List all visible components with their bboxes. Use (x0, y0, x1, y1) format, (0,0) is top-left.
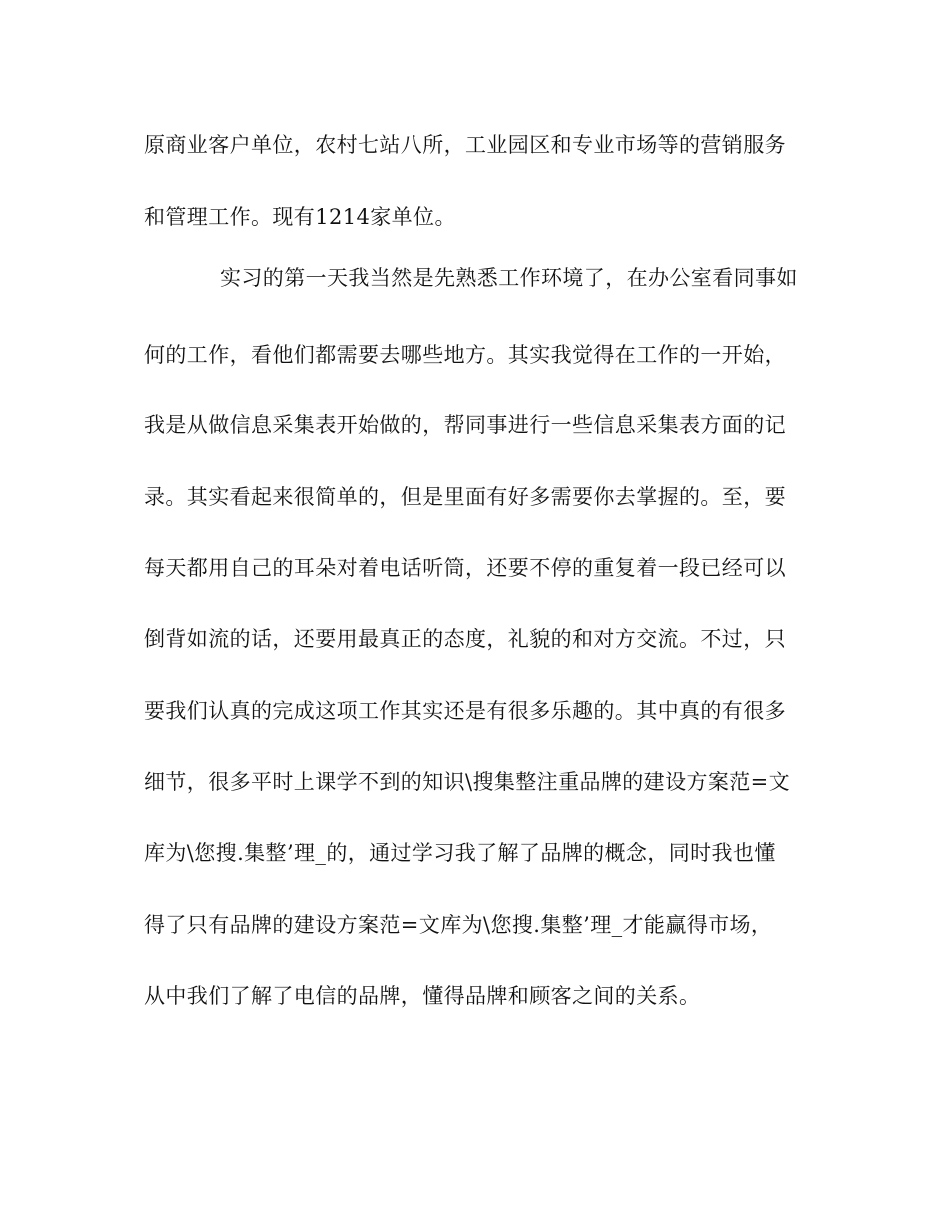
text-line: 倒背如流的话，还要用最真正的态度，礼貌的和对方交流。不过，只 (144, 627, 786, 651)
text-line: 录。其实看起来很简单的，但是里面有好多需要你去掌握的。至，要 (144, 485, 786, 509)
text-line: 从中我们了解了电信的品牌，懂得品牌和顾客之间的关系。 (144, 984, 701, 1008)
text-line: 我是从做信息采集表开始做的，帮同事进行一些信息采集表方面的记 (144, 413, 786, 437)
paragraph-first-line: 实习的第一天我当然是先熟悉工作环境了，在办公室看同事如 (220, 266, 798, 290)
text-line: 得了只有品牌的建设方案范=文库为\您搜.集整’理_才能赢得市场， (144, 913, 773, 937)
text-line: 要我们认真的完成这项工作其实还是有很多乐趣的。其中真的有很多 (144, 699, 786, 723)
text-line: 何的工作，看他们都需要去哪些地方。其实我觉得在工作的一开始， (144, 343, 786, 367)
text-line: 细节，很多平时上课学不到的知识\搜集整注重品牌的建设方案范=文 (144, 770, 791, 794)
text-line: 原商业客户单位，农村七站八所，工业园区和专业市场等的营销服务 (144, 133, 786, 157)
text-line: 库为\您搜.集整’理_的，通过学习我了解了品牌的概念，同时我也懂 (144, 841, 776, 865)
text-line: 每天都用自己的耳朵对着电话听筒，还要不停的重复着一段已经可以 (144, 556, 786, 580)
text-line: 和管理工作。现有1214家单位。 (144, 205, 456, 229)
